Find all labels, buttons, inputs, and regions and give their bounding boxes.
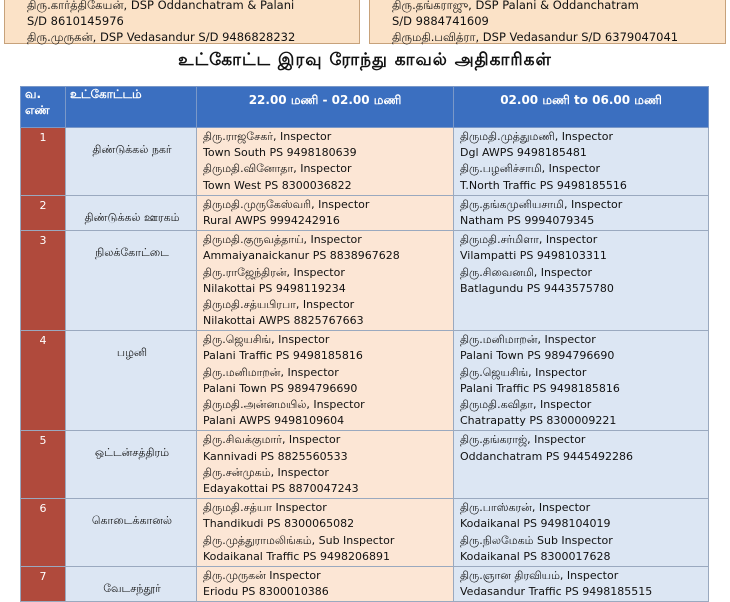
officer-line: திரு.ஜெயசிங், Inspector: [460, 365, 587, 379]
table-header-row: [21, 87, 709, 128]
night-officers-cell: [197, 195, 454, 230]
officer-line: Palani AWPS 9498109604: [203, 414, 345, 428]
table-row: [21, 128, 709, 196]
header-right-line: திரு.தங்கராஜு, DSP Palani & Oddanchatram: [392, 0, 639, 12]
officer-line: Vilampatti PS 9498103311: [460, 249, 607, 263]
dawn-officers-cell: [454, 566, 709, 601]
officer-line: Kodaikanal PS 8300017628: [460, 549, 611, 563]
officer-line: Dgl AWPS 9498185481: [460, 146, 587, 160]
officer-line: திரு.தங்கராஜ், Inspector: [460, 433, 586, 447]
officer-line: திரு.சன்முகம், Inspector: [203, 465, 329, 479]
officer-line: திரு.முருகன் Inspector: [203, 568, 321, 582]
officer-line: Nilakottai PS 9498119234: [203, 281, 346, 295]
officer-line: Palani Town PS 9894796690: [460, 349, 615, 363]
night-officers-cell: [197, 431, 454, 499]
dsp-header-boxes: [0, 0, 730, 46]
table-row: [21, 331, 709, 431]
officer-line: திரு.ஜெயசிங், Inspector: [203, 333, 330, 347]
officer-line: Natham PS 9994079345: [460, 213, 595, 227]
dawn-officers-cell: [454, 331, 709, 431]
night-officers-cell: [197, 566, 454, 601]
officer-line: Town West PS 8300036822: [203, 178, 352, 192]
officer-line: Rural AWPS 9994242916: [203, 213, 340, 227]
officer-line: திரு.மனிமாறன், Inspector: [203, 365, 339, 379]
patrol-officers-table: [20, 86, 709, 602]
division-cell: திண்டுக்கல் ஊரகம்: [66, 195, 197, 230]
header-night-shift: 22.00 மணி - 02.00 மணி: [197, 87, 454, 128]
table-row: [21, 499, 709, 567]
officer-line: Eriodu PS 8300010386: [203, 585, 329, 599]
header-division: உட்கோட்டம்: [66, 87, 197, 128]
serial-cell: 4: [21, 331, 66, 431]
night-officers-cell: [197, 128, 454, 196]
officer-line: திருமதி.கவிதா, Inspector: [460, 398, 592, 411]
division-cell: பழனி: [66, 331, 197, 431]
officer-line: Chatrapatty PS 8300009221: [460, 414, 617, 428]
officer-line: திரு.பழனிச்சாமி, Inspector: [460, 162, 600, 176]
table-row: [21, 195, 709, 230]
table-body: [21, 128, 709, 602]
header-left-line: திரு.கார்த்திகேயன், DSP Oddanchatram & Palani: [27, 0, 295, 12]
header-box-right: [369, 0, 726, 44]
division-cell: ஒட்டன்சத்திரம்: [66, 431, 197, 499]
dawn-officers-cell: [454, 499, 709, 567]
header-serial: வ. எண்: [21, 87, 66, 128]
officer-line: திருமதி.முத்துமணி, Inspector: [460, 130, 614, 143]
officer-line: T.North Traffic PS 9498185516: [460, 178, 627, 192]
officer-line: திரு.நிலமேகம் Sub Inspector: [460, 533, 613, 547]
division-cell: கொடைக்கானல்: [66, 499, 197, 567]
officer-line: Kodaikanal PS 9498104019: [460, 517, 611, 531]
header-left-line: S/D 8610145976: [27, 14, 124, 28]
officer-line: திரு.ராஜசேகர், Inspector: [203, 130, 332, 143]
officer-line: திரு.பாஸ்கரன், Inspector: [460, 501, 591, 515]
officer-line: Kodaikanal Traffic PS 9498206891: [203, 549, 390, 563]
officer-line: திருமதி.குருவத்தாய், Inspector: [203, 233, 362, 247]
officer-line: திருமதி.சர்மிளா, Inspector: [460, 233, 598, 247]
officer-line: Palani Traffic PS 9498185816: [460, 381, 620, 395]
dawn-officers-cell: [454, 431, 709, 499]
header-right-line: திருமதி.பவித்ரா, DSP Vedasandur S/D 6379047041: [392, 30, 679, 44]
page-title: உட்கோட்ட இரவு ரோந்து காவல் அதிகாரிகள்: [178, 50, 552, 70]
officer-line: Thandikudi PS 8300065082: [203, 517, 355, 531]
dawn-officers-cell: [454, 128, 709, 196]
division-cell: வேடசந்தூர்: [66, 566, 197, 601]
officer-line: Kannivadi PS 8825560533: [203, 449, 348, 463]
header-dawn-shift: 02.00 மணி to 06.00 மணி: [454, 87, 709, 128]
dawn-officers-cell: [454, 231, 709, 331]
officer-line: Town South PS 9498180639: [203, 146, 357, 160]
officer-line: திருமதி.சத்யா Inspector: [203, 501, 327, 515]
table-row: [21, 566, 709, 601]
officer-line: திரு.ராஜேந்திரன், Inspector: [203, 265, 345, 279]
night-officers-cell: [197, 499, 454, 567]
header-right-line: S/D 9884741609: [392, 14, 489, 28]
officer-line: திரு.மனிமாறன், Inspector: [460, 333, 596, 347]
header-left-line: திரு.முருகன், DSP Vedasandur S/D 9486828232: [27, 30, 296, 44]
dawn-officers-cell: [454, 195, 709, 230]
officer-line: Nilakottai AWPS 8825767663: [203, 314, 364, 328]
serial-cell: 6: [21, 499, 66, 567]
officer-line: திரு.முத்துராமலிங்கம், Sub Inspector: [203, 533, 395, 547]
division-cell: நிலக்கோட்டை: [66, 231, 197, 331]
serial-cell: 1: [21, 128, 66, 196]
officer-line: திரு.சிவைனமி, Inspector: [460, 265, 593, 279]
officer-line: திருமதி.அன்னமயில், Inspector: [203, 398, 365, 411]
officer-line: Ammaiyanaickanur PS 8838967628: [203, 249, 400, 263]
officer-line: Vedasandur Traffic PS 9498185515: [460, 585, 653, 599]
officer-line: Palani Town PS 9894796690: [203, 381, 358, 395]
officer-line: திருமதி.முருகேஸ்வரி, Inspector: [203, 197, 370, 211]
header-box-left: [4, 0, 360, 44]
night-officers-cell: [197, 331, 454, 431]
officer-line: Edayakottai PS 8870047243: [203, 481, 359, 495]
officer-line: திரு.சிவக்குமார், Inspector: [203, 433, 341, 447]
night-officers-cell: [197, 231, 454, 331]
table-row: [21, 431, 709, 499]
serial-cell: 7: [21, 566, 66, 601]
table-row: [21, 231, 709, 331]
serial-cell: 3: [21, 231, 66, 331]
officer-line: திருமதி.சத்யபிரபா, Inspector: [203, 297, 355, 311]
officer-line: திரு.தங்கமுனியசாமி, Inspector: [460, 197, 623, 211]
division-cell: திண்டுக்கல் நகர்: [66, 128, 197, 196]
serial-cell: 5: [21, 431, 66, 499]
officer-line: திருமதி.வினோதா, Inspector: [203, 162, 352, 176]
serial-cell: 2: [21, 195, 66, 230]
officer-line: Palani Traffic PS 9498185816: [203, 349, 363, 363]
officer-line: திரு.ஞான திரவியம், Inspector: [460, 568, 619, 582]
officer-line: Oddanchatram PS 9445492286: [460, 449, 633, 463]
officer-line: Batlagundu PS 9443575780: [460, 281, 614, 295]
